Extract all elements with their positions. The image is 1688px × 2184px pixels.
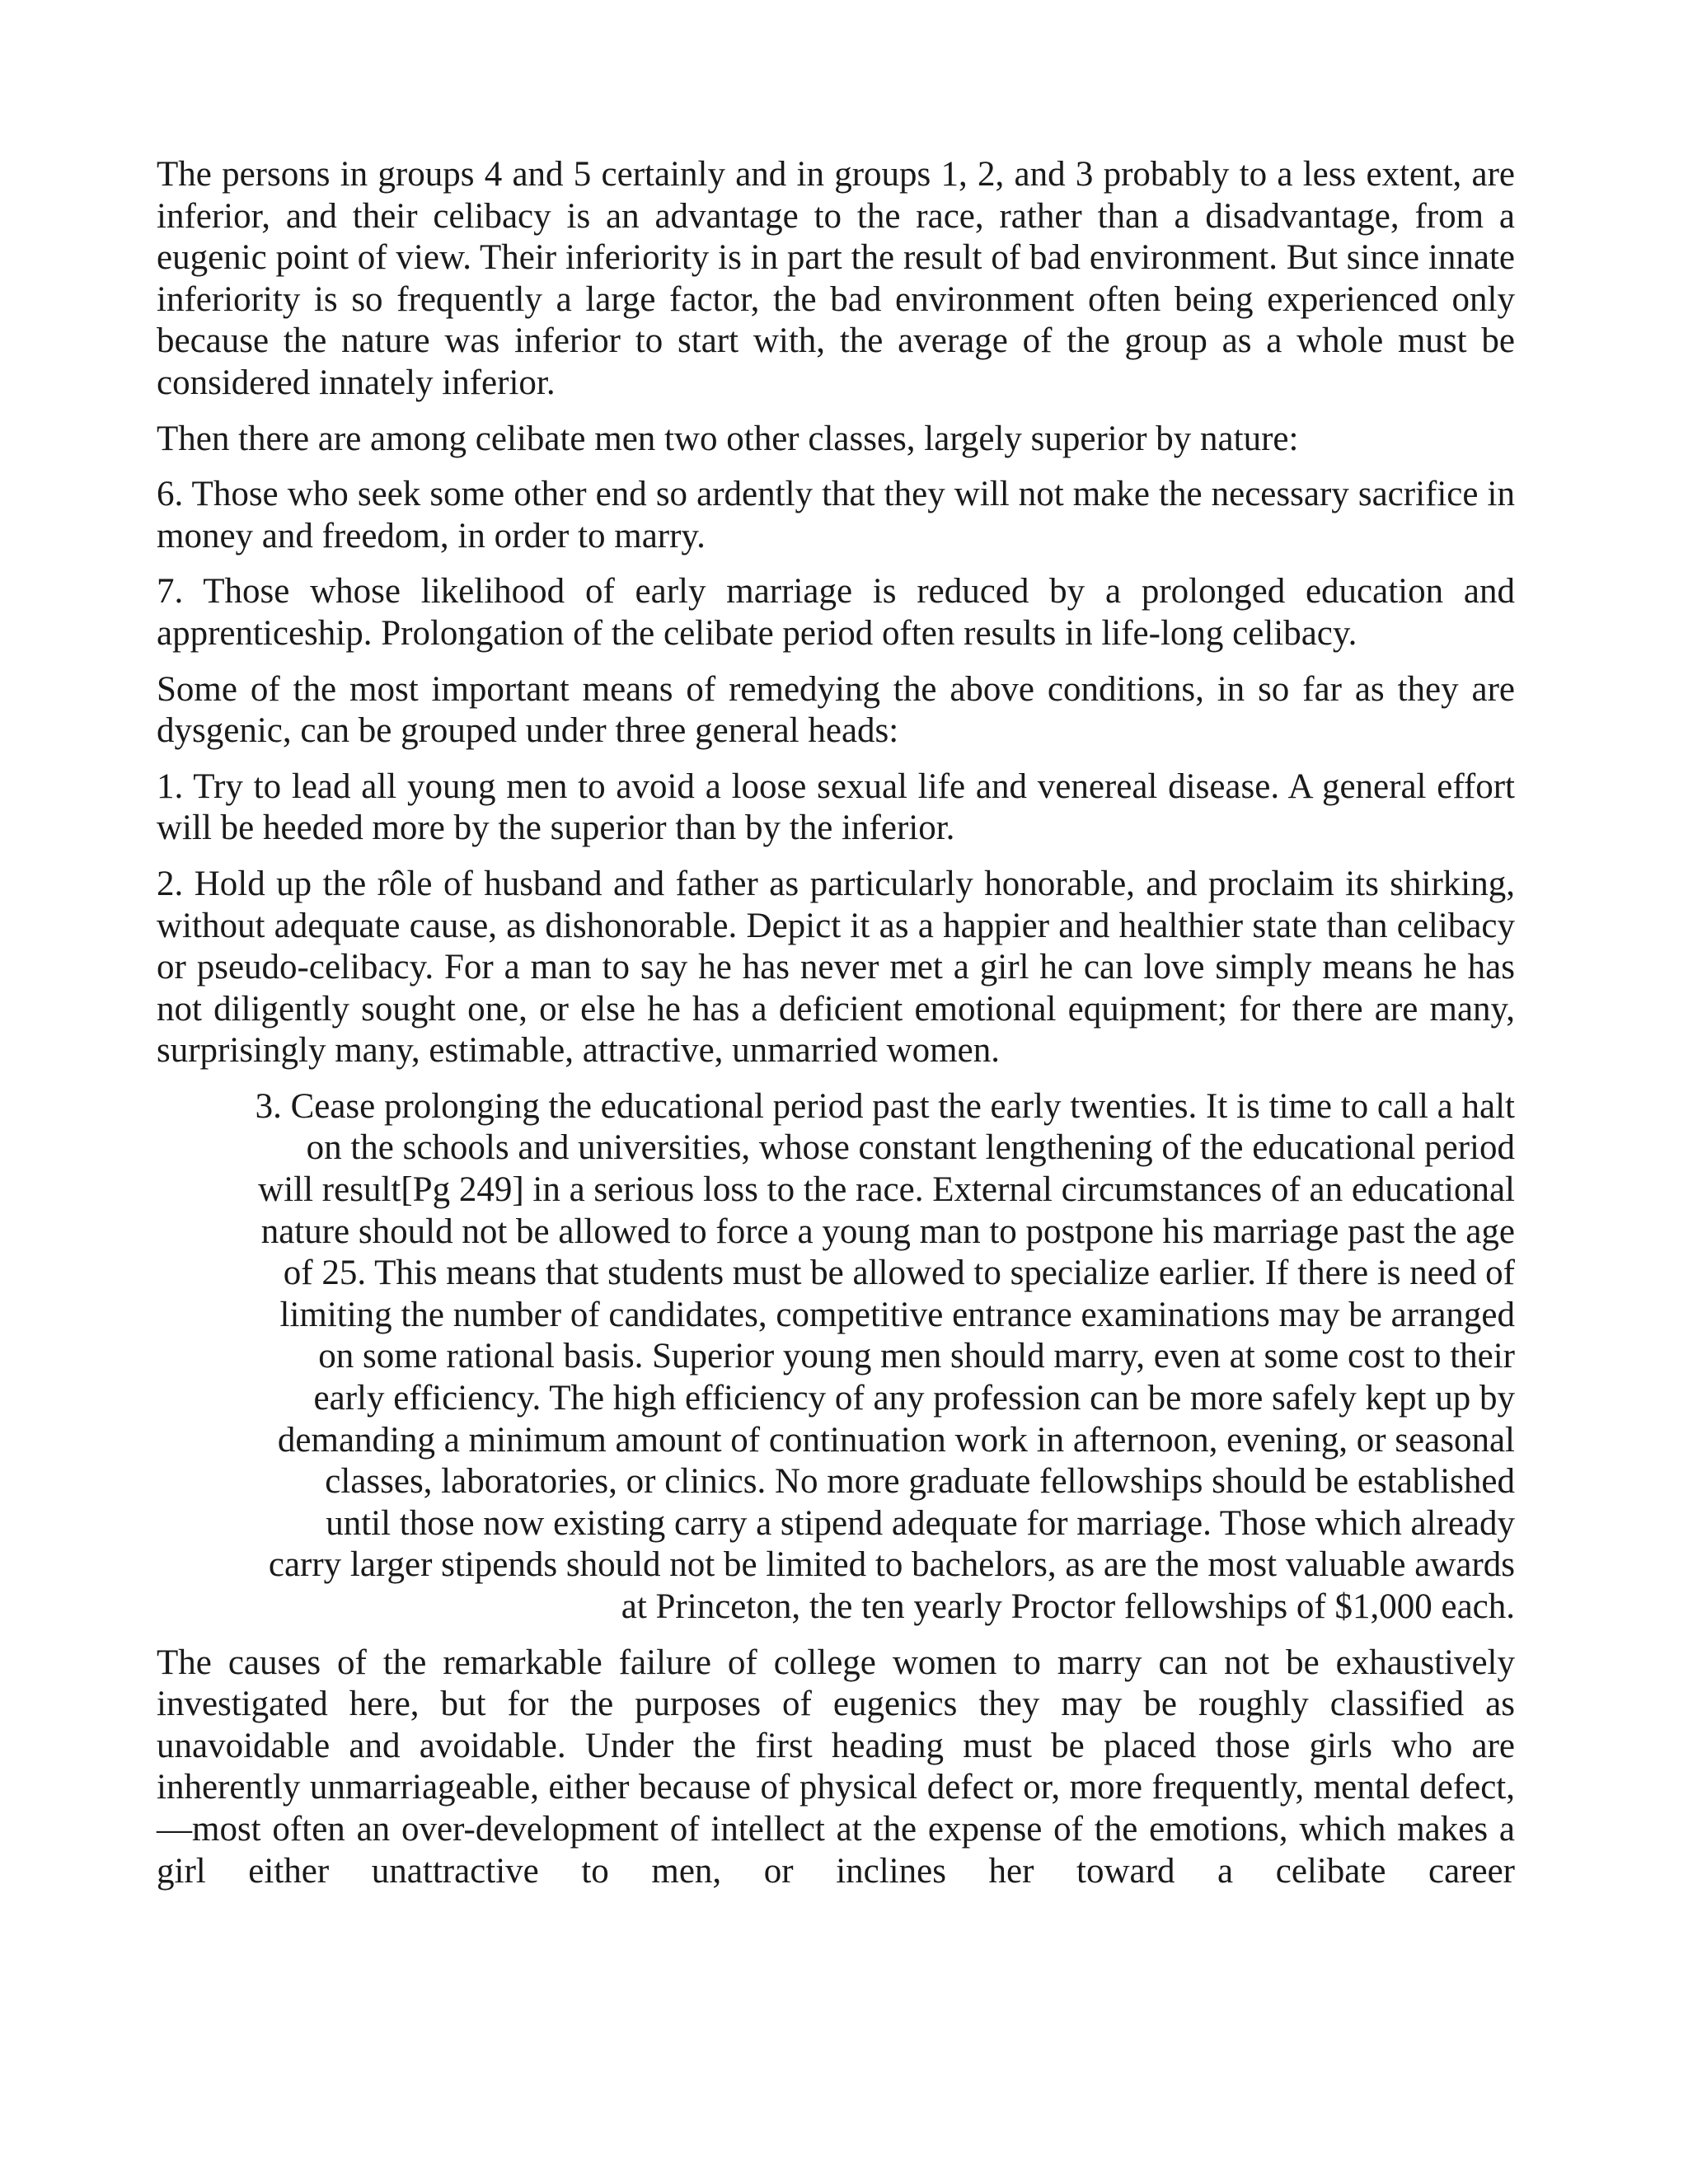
paragraph-inferior-groups: The persons in groups 4 and 5 certainly and in groups 1, 2, and 3 probably to a less extent, are inferior, and their celibacy is an advantage to the race, rather than a disadvantage, from a eugenic point of view. Their inferiority is in part the result of bad environment. But since innate inferiority is so frequently a large factor, the bad environment often being experienced only because the nature was inferior to start with, the average of the group as a whole must be considered innately inferior. <box>157 155 1515 402</box>
remedy-item-3-line: nature should not be allowed to force a young man to postpone his marriage past the age <box>260 1212 1515 1251</box>
remedy-item-3 <box>157 1086 1515 1629</box>
book-page <box>157 154 1515 1892</box>
remedy-item-3-line: of 25. This means that students must be allowed to specialize earlier. If there is need of <box>283 1254 1515 1293</box>
paragraph-celibate-classes: Then there are among celibate men two other classes, largely superior by nature: <box>157 419 1299 458</box>
remedy-item-3-line: will result[Pg 249] in a serious loss to the race. External circumstances of an educational <box>258 1170 1515 1210</box>
remedy-item-1: 1. Try to lead all young men to avoid a loose sexual life and venereal disease. A general effort will be heeded more by the superior than by the inferior. <box>157 766 1515 848</box>
remedy-item-3-line: at Princeton, the ten yearly Proctor fellowships of $1,000 each. <box>621 1587 1515 1626</box>
remedy-item-3-line: until those now existing carry a stipend adequate for marriage. Those which already <box>326 1503 1515 1543</box>
remedy-item-3-line: 3. Cease prolonging the educational period past the early twenties. It is time to call a halt <box>255 1086 1515 1126</box>
remedy-item-3-line: limiting the number of candidates, competitive entrance examinations may be arranged <box>279 1295 1515 1334</box>
remedy-item-3-line: carry larger stipends should not be limited to bachelors, as are the most valuable awards <box>268 1545 1515 1585</box>
remedy-item-3-line: early efficiency. The high efficiency of any profession can be more safely kept up by <box>313 1379 1515 1418</box>
list-item-7: 7. Those whose likelihood of early marriage is reduced by a prolonged education and apprenticeship. Prolongation of the celibate period often results in life-long celibacy. <box>157 572 1515 653</box>
paragraph-college-women: The causes of the remarkable failure of college women to marry can not be exhaustively investigated here, but for the purposes of eugenics they may be roughly classified as unavoidable and avoidable. Under the first heading must be placed those girls who are inherently unmarriageable, either because of physical defect or, more frequently, mental defect,—most often an over-development of intellect at the expense of the emotions, which makes a girl either unattractive to men, or inclines her toward a celibate career <box>157 1643 1515 1891</box>
remedy-item-2: 2. Hold up the rôle of husband and father as particularly honorable, and proclaim its shirking, without adequate cause, as dishonorable. Depict it as a happier and healthier state than celibacy or pseudo-celibacy. For a man to say he has never met a girl he can love simply means he has not diligently sought one, or else he has a deficient emotional equipment; for there are many, surprisingly many, estimable, attractive, unmarried women. <box>157 864 1515 1071</box>
remedy-item-3-line: on the schools and universities, whose constant lengthening of the educational period <box>306 1128 1515 1168</box>
remedy-item-3-line: on some rational basis. Superior young men should marry, even at some cost to their <box>318 1337 1515 1376</box>
remedy-item-3-line: classes, laboratories, or clinics. No more graduate fellowships should be established <box>325 1462 1515 1502</box>
remedy-item-3-line: demanding a minimum amount of continuation work in afternoon, evening, or seasonal <box>277 1420 1515 1460</box>
list-item-6: 6. Those who seek some other end so ardently that they will not make the necessary sacrifice in money and freedom, in order to marry. <box>157 475 1515 555</box>
paragraph-remedies-intro: Some of the most important means of remedying the above conditions, in so far as they are dysgenic, can be grouped under three general heads: <box>157 669 1515 751</box>
